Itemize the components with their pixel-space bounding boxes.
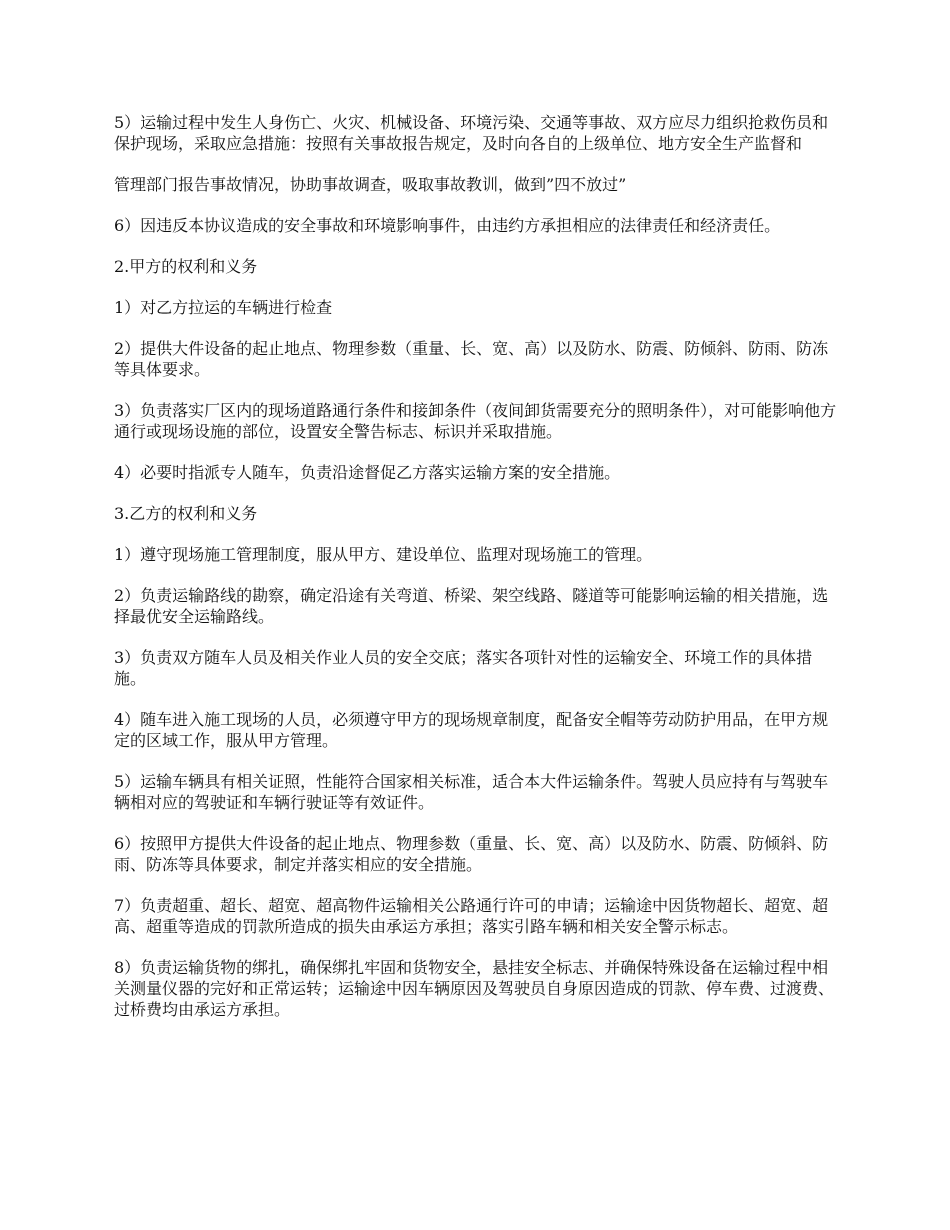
paragraph-party-b-3: 3）负责双方随车人员及相关作业人员的安全交底；落实各项针对性的运输安全、环境工作的具体措施。 [114, 648, 813, 688]
paragraph-party-b-5: 5）运输车辆具有相关证照，性能符合国家相关标准，适合本大件运输条件。驾驶人员应持有与驾驶车辆相对应的驾驶证和车辆行驶证等有效证件。 [114, 772, 829, 812]
document-body [114, 112, 844, 1040]
paragraph-party-b-4: 4）随车进入施工现场的人员，必须遵守甲方的现场规章制度，配备安全帽等劳动防护用品，在甲方规定的区域工作，服从甲方管理。 [114, 710, 829, 750]
paragraph-party-b-7: 7）负责超重、超长、超宽、超高物件运输相关公路通行许可的申请；运输途中因货物超长、超宽、超高、超重等造成的罚款所造成的损失由承运方承担；落实引路车辆和相关安全警示标志。 [114, 896, 829, 936]
paragraph-party-a-2: 2）提供大件设备的起止地点、物理参数（重量、长、宽、高）以及防水、防震、防倾斜、防雨、防冻等具体要求。 [114, 339, 829, 379]
paragraph-party-a-3: 3）负责落实厂区内的现场道路通行条件和接卸条件（夜间卸货需要充分的照明条件），对可能影响他方通行或现场设施的部位，设置安全警告标志、标识并采取措施。 [114, 401, 837, 441]
paragraph-party-b-6: 6）按照甲方提供大件设备的起止地点、物理参数（重量、长、宽、高）以及防水、防震、防倾斜、防雨、防冻等具体要求，制定并落实相应的安全措施。 [114, 834, 829, 874]
paragraph-breach-liability: 6）因违反本协议造成的安全事故和环境影响事件，由违约方承担相应的法律责任和经济责任。 [114, 216, 781, 235]
paragraph-party-b-2: 2）负责运输路线的勘察，确定沿途有关弯道、桥梁、架空线路、隧道等可能影响运输的相关措施，选择最优安全运输路线。 [114, 586, 829, 626]
paragraph-party-a-1: 1）对乙方拉运的车辆进行检查 [114, 298, 333, 317]
paragraph-party-b-8: 8）负责运输货物的绑扎，确保绑扎牢固和货物安全，悬挂安全标志、并确保特殊设备在运输过程中相关测量仪器的完好和正常运转；运输途中因车辆原因及驾驶员自身原因造成的罚款、停车费、过渡费、过桥费均由承运方承担。 [114, 958, 835, 1019]
section-heading-party-a: 2.甲方的权利和义务 [114, 257, 258, 276]
paragraph-accident-report: 管理部门报告事故情况，协助事故调查，吸取事故教训，做到”四不放过” [114, 175, 627, 194]
paragraph-party-a-4: 4）必要时指派专人随车，负责沿途督促乙方落实运输方案的安全措施。 [114, 463, 621, 482]
paragraph-accident-response: 5）运输过程中发生人身伤亡、火灾、机械设备、环境污染、交通等事故、双方应尽力组织抢救伤员和保护现场，采取应急措施：按照有关事故报告规定，及时向各自的上级单位、地方安全生产监督和 [114, 113, 829, 153]
section-heading-party-b: 3.乙方的权利和义务 [114, 504, 258, 523]
paragraph-party-b-1: 1）遵守现场施工管理制度，服从甲方、建设单位、监理对现场施工的管理。 [114, 545, 653, 564]
